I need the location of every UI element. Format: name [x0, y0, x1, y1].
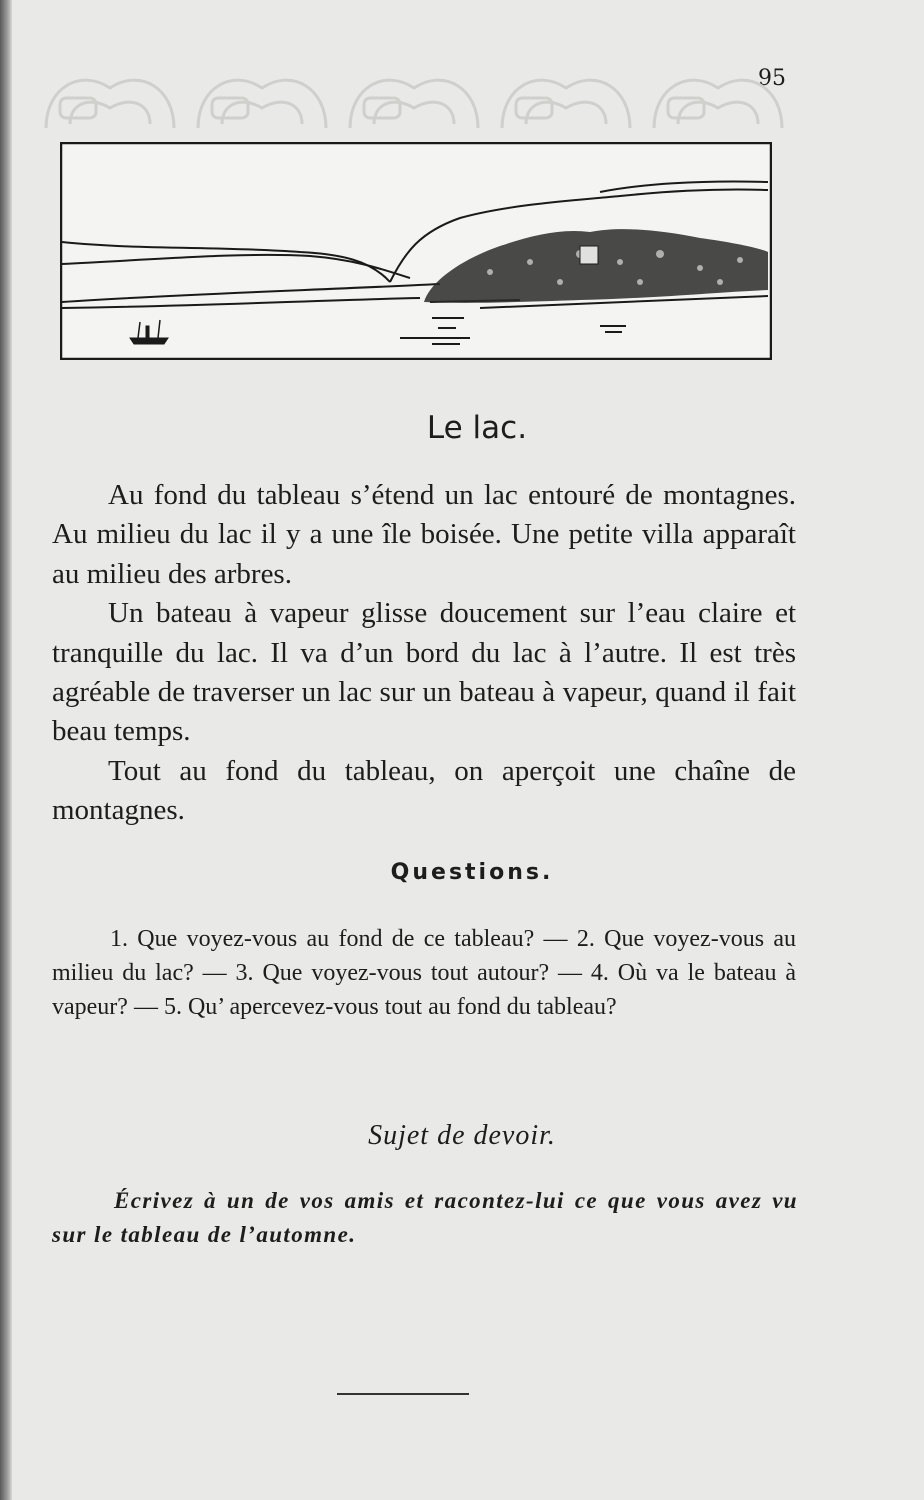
- homework-title: Sujet de devoir.: [368, 1120, 556, 1151]
- paragraph: Au fond du tableau s’étend un lac entouré de montagnes. Au milieu du lac il y a une île boisée. Une petite villa apparaît au milieu des arbres.: [52, 479, 796, 590]
- figure-caption: Le lac.: [426, 410, 528, 446]
- paragraph: Un bateau à vapeur glisse doucement sur l’eau claire et tranquille du lac. Il va d’un bord du lac à l’autre. Il est très agréable de traverser un lac sur un bateau à vapeur, quand il fait beau temps.: [52, 597, 796, 748]
- paragraph: Tout au fond du tableau, on aperçoit une chaîne de montagnes.: [52, 754, 796, 827]
- questions-heading: Questions.: [390, 860, 554, 885]
- section-divider: [337, 1393, 469, 1395]
- main-text: [52, 476, 796, 831]
- homework-prompt: Écrivez à un de vos amis et racontez-lui ce que vous avez vu sur le tableau de l’automne.: [52, 1188, 798, 1247]
- villa: [580, 246, 598, 264]
- decorative-header-ornament: [40, 58, 800, 132]
- book-spine-shadow: [0, 0, 12, 1500]
- questions-list: 1. Que voyez-vous au fond de ce tableau? — 2. Que voyez-vous au milieu du lac? — 3. Que voyez-vous tout autour? — 4. Où va le bateau à vapeur? — 5. Qu’ apercevez-vous tout au fond du tableau?: [52, 926, 796, 1020]
- lake-illustration: [60, 142, 772, 360]
- page-number: 95: [758, 66, 786, 91]
